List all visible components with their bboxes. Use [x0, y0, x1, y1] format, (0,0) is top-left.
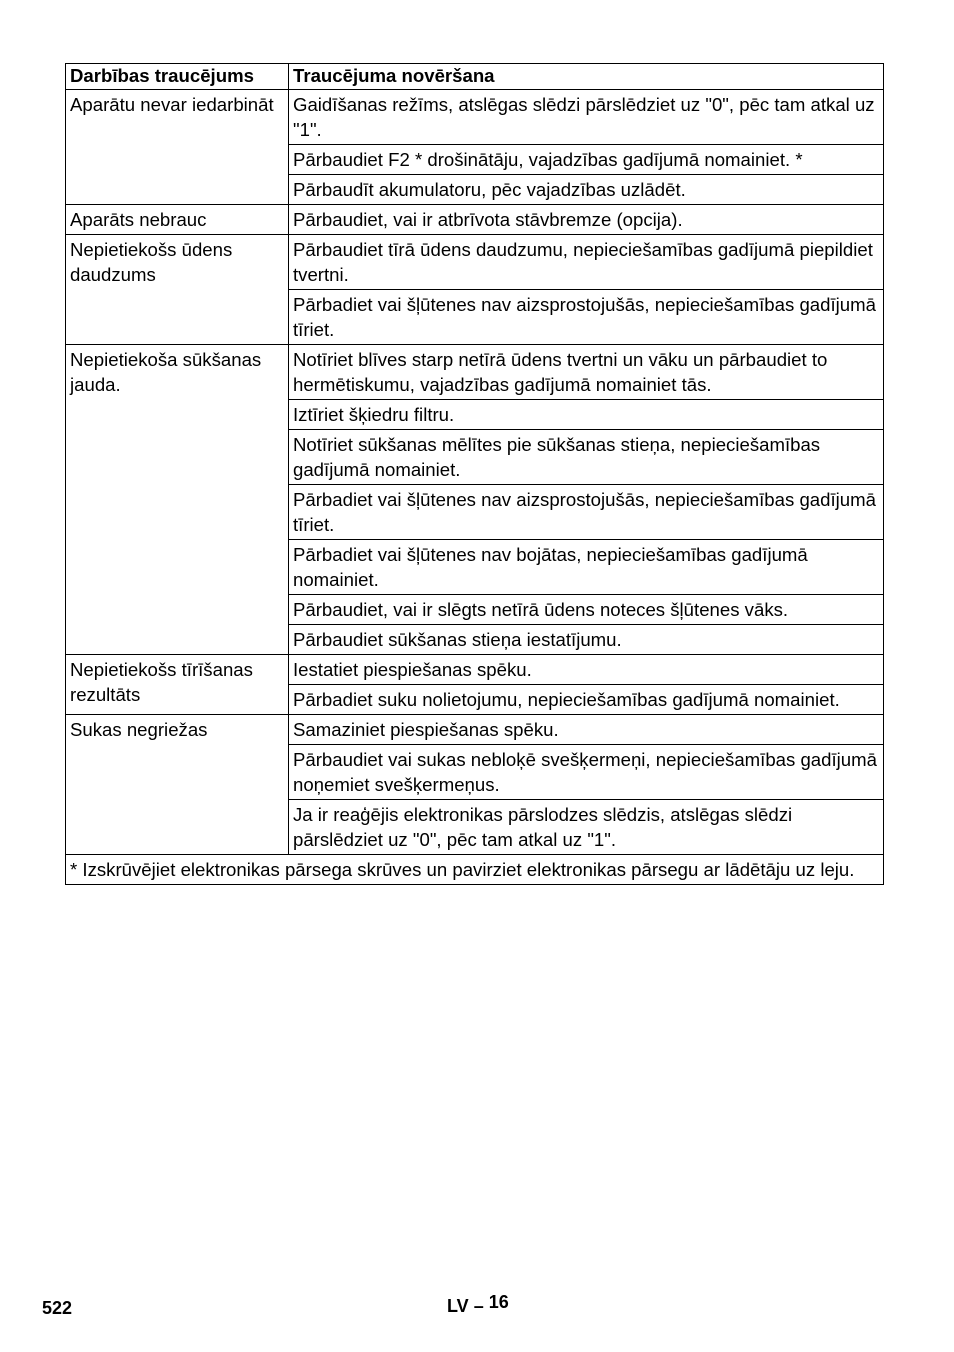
- table-row: [66, 715, 884, 745]
- remedy-cell: Notīriet blīves starp netīrā ūdens tvertni un vāku un pārbaudiet to hermētiskumu, vajadzības gadījumā nomainiet tās.: [289, 345, 884, 400]
- remedy-cell: Pārbadiet vai šļūtenes nav aizsprostojušās, nepieciešamības gadījumā tīriet.: [289, 290, 884, 345]
- fault-cell: Nepietiekoša sūkšanas jauda.: [66, 345, 289, 655]
- troubleshooting-table: [65, 63, 884, 885]
- table-body: [66, 90, 884, 885]
- remedy-cell: Pārbaudiet vai sukas nebloķē svešķermeņi, nepieciešamības gadījumā noņemiet svešķermeņus.: [289, 745, 884, 800]
- fault-cell: Nepietiekošs ūdens daudzums: [66, 235, 289, 345]
- table-row: [66, 345, 884, 400]
- footer-section: [447, 1292, 509, 1317]
- fault-cell: Nepietiekošs tīrīšanas rezultāts: [66, 655, 289, 715]
- fault-cell: Sukas negriežas: [66, 715, 289, 855]
- footer-separator: –: [473, 1296, 484, 1316]
- remedy-cell: Pārbaudiet, vai ir atbrīvota stāvbremze (opcija).: [289, 205, 884, 235]
- remedy-cell: Samaziniet piespiešanas spēku.: [289, 715, 884, 745]
- remedy-cell: Pārbaudiet, vai ir slēgts netīrā ūdens noteces šļūtenes vāks.: [289, 595, 884, 625]
- column-header-fault: Darbības traucējums: [66, 64, 289, 90]
- remedy-cell: Iztīriet šķiedru filtru.: [289, 400, 884, 430]
- remedy-cell: Ja ir reaģējis elektronikas pārslodzes slēdzis, atslēgas slēdzi pārslēdziet uz "0", pēc tam atkal uz "1".: [289, 800, 884, 855]
- fault-cell: Aparāts nebrauc: [66, 205, 289, 235]
- table-footnote-row: [66, 855, 884, 885]
- remedy-cell: Pārbaudiet sūkšanas stieņa iestatījumu.: [289, 625, 884, 655]
- page-number: 522: [42, 1298, 73, 1318]
- remedy-cell: Pārbaudiet F2 * drošinātāju, vajadzības gadījumā nomainiet. *: [289, 145, 884, 175]
- remedy-cell: Pārbadiet suku nolietojumu, nepieciešamības gadījumā nomainiet.: [289, 685, 884, 715]
- remedy-cell: Pārbaudiet tīrā ūdens daudzumu, nepieciešamības gadījumā piepildiet tvertni.: [289, 235, 884, 290]
- table-row: [66, 235, 884, 290]
- remedy-cell: Pārbaudīt akumulatoru, pēc vajadzības uzlādēt.: [289, 175, 884, 205]
- remedy-cell: Pārbadiet vai šļūtenes nav aizsprostojušās, nepieciešamības gadījumā tīriet.: [289, 485, 884, 540]
- table-row: [66, 655, 884, 685]
- table-row: [66, 205, 884, 235]
- remedy-cell: Notīriet sūkšanas mēlītes pie sūkšanas stieņa, nepieciešamības gadījumā nomainiet.: [289, 430, 884, 485]
- fault-cell: Aparātu nevar iedarbināt: [66, 90, 289, 205]
- footer-language: LV: [447, 1296, 469, 1316]
- table-row: [66, 90, 884, 145]
- footer-section-page: 16: [488, 1292, 509, 1312]
- footnote-cell: * Izskrūvējiet elektronikas pārsega skrūves un pavirziet elektronikas pārsegu ar lādētāju uz leju.: [66, 855, 884, 885]
- table-header-row: [66, 64, 884, 90]
- remedy-cell: Gaidīšanas režīms, atslēgas slēdzi pārslēdziet uz "0", pēc tam atkal uz "1".: [289, 90, 884, 145]
- remedy-cell: Pārbadiet vai šļūtenes nav bojātas, nepieciešamības gadījumā nomainiet.: [289, 540, 884, 595]
- remedy-cell: Iestatiet piespiešanas spēku.: [289, 655, 884, 685]
- column-header-remedy: Traucējuma novēršana: [289, 64, 884, 90]
